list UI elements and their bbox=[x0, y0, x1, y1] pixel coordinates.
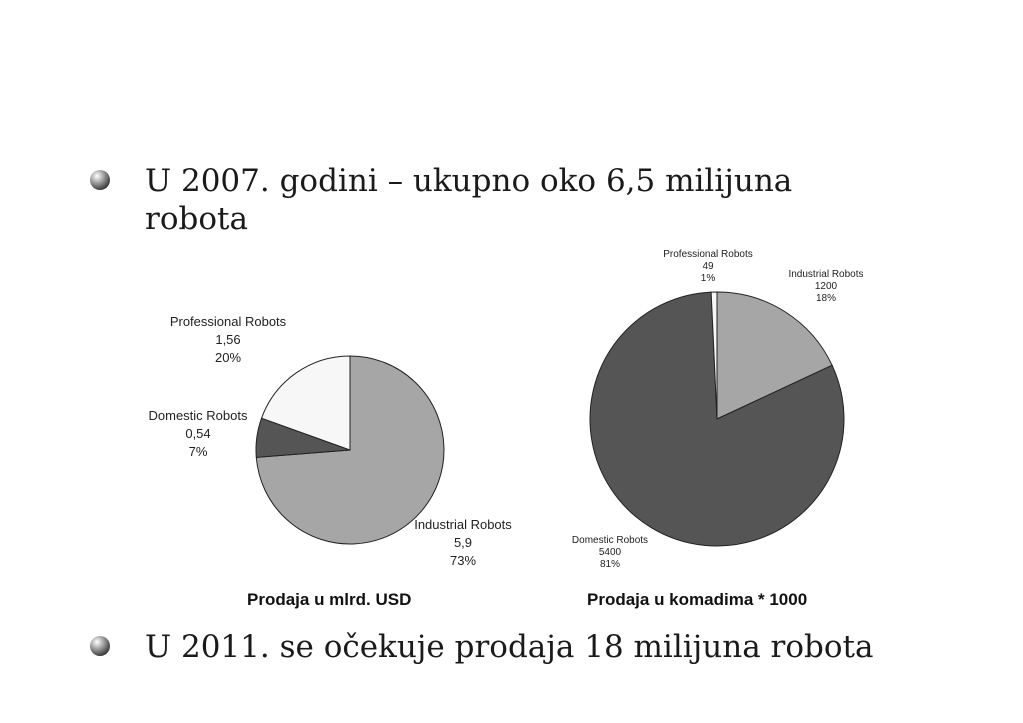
slice-name: Professional Robots bbox=[663, 249, 753, 260]
chart-panel-units bbox=[546, 238, 870, 576]
slice-name: Industrial Robots bbox=[414, 517, 512, 532]
pie-chart-units bbox=[546, 238, 870, 576]
slice-percent: 81% bbox=[599, 559, 621, 570]
chart-caption-units: Prodaja u komadima * 1000 bbox=[587, 590, 808, 609]
slice-percent: 73% bbox=[449, 553, 477, 568]
pie-label-domestic-robots bbox=[149, 408, 248, 459]
slice-value: 1,56 bbox=[215, 332, 241, 347]
bullet-text-continuation: robota bbox=[145, 201, 248, 237]
bullet-text: U 2011. se očekuje prodaja 18 milijuna robota bbox=[145, 629, 874, 665]
chart-panel-usd bbox=[118, 238, 546, 576]
pie-label-industrial-robots bbox=[414, 517, 512, 568]
pie-label-professional-robots bbox=[663, 249, 753, 284]
slice-name: Professional Robots bbox=[169, 314, 287, 329]
slice-percent: 18% bbox=[815, 293, 837, 304]
bullet-text: U 2007. godini – ukupno oko 6,5 milijuna bbox=[145, 163, 793, 199]
pie-label-domestic-robots bbox=[572, 535, 648, 570]
pie-label-industrial-robots bbox=[788, 269, 863, 304]
slice-name: Domestic Robots bbox=[148, 408, 248, 423]
chart-caption-usd: Prodaja u mlrd. USD bbox=[247, 590, 412, 609]
bullet-icon bbox=[90, 170, 110, 190]
slice-percent: 20% bbox=[214, 350, 242, 365]
slice-value: 5,9 bbox=[453, 535, 473, 550]
slice-value: 5400 bbox=[598, 547, 622, 558]
slice-value: 49 bbox=[702, 261, 714, 272]
slice-value: 0,54 bbox=[185, 426, 211, 441]
slice-value: 1200 bbox=[814, 281, 838, 292]
slice-name: Domestic Robots bbox=[571, 535, 649, 546]
pie-label-professional-robots bbox=[170, 314, 287, 365]
slice-name: Industrial Robots bbox=[788, 269, 864, 280]
pie-chart-usd bbox=[118, 238, 546, 576]
bullet-icon bbox=[90, 636, 110, 656]
slice-percent: 7% bbox=[188, 444, 208, 459]
slice-percent: 1% bbox=[700, 273, 716, 284]
